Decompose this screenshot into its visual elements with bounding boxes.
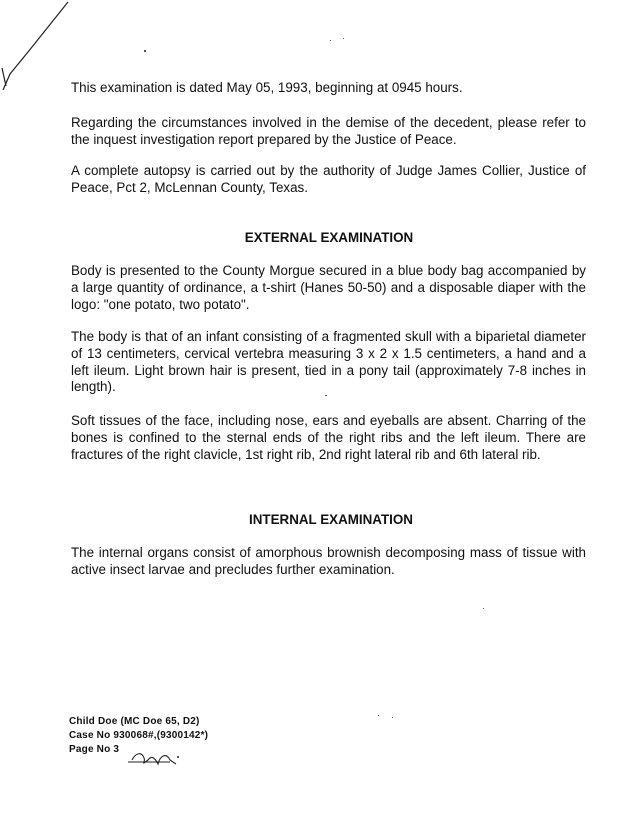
speck <box>343 38 344 39</box>
margin-tick <box>2 68 6 86</box>
speck <box>392 717 393 718</box>
footer-case-number: Case No 930068#,(9300142*) <box>69 730 209 741</box>
speck <box>144 50 146 52</box>
authority-paragraph: A complete autopsy is carried out by the authority of Judge James Collier, Justice of Peace, Pct 2, McLennan County, Texas. <box>71 163 586 195</box>
external-heading-text: EXTERNAL EXAMINATION <box>244 230 414 245</box>
case-footer <box>69 715 208 757</box>
footer-page-number: Page No 3 <box>69 744 120 755</box>
external-examination-heading <box>0 230 638 245</box>
speck <box>330 40 331 41</box>
speck <box>378 715 379 716</box>
margin-stroke <box>3 2 68 90</box>
internal-examination-heading <box>0 512 638 527</box>
external-infant-paragraph: The body is that of an infant consisting of a fragmented skull with a biparietal diameter of 13 centimeters, cervical vertebra measuring 3 x 2 x 1.5 centimeters, a hand and a left ileum. Light brown hair is present, tied in a pony tail (approximately 7-8 inches in length). <box>71 329 586 395</box>
external-soft-tissue-paragraph: Soft tissues of the face, including nose, ears and eyeballs are absent. Charring of the bones is confined to the sternal ends of the right ribs and the left ileum. There are fractures of the right clavicle, 1st right rib, 2nd right lateral rib and 6th lateral rib. <box>71 413 586 462</box>
footer-child-doe: Child Doe (MC Doe 65, D2) <box>69 716 200 727</box>
internal-organs-paragraph: The internal organs consist of amorphous brownish decomposing mass of tissue with active insect larvae and precludes further examination. <box>71 545 586 577</box>
circumstances-paragraph: Regarding the circumstances involved in the demise of the decedent, please refer to the inquest investigation report prepared by the Justice of Peace. <box>71 115 586 147</box>
internal-heading-text: INTERNAL EXAMINATION <box>249 512 413 527</box>
external-body-paragraph: Body is presented to the County Morgue secured in a blue body bag accompanied by a large quantity of ordinance, a t-shirt (Hanes 50-50) and a disposable diaper with the logo: "one potato, two potato". <box>71 263 586 312</box>
speck <box>483 608 484 609</box>
intro-date-paragraph: This examination is dated May 05, 1993, beginning at 0945 hours. <box>71 80 463 95</box>
